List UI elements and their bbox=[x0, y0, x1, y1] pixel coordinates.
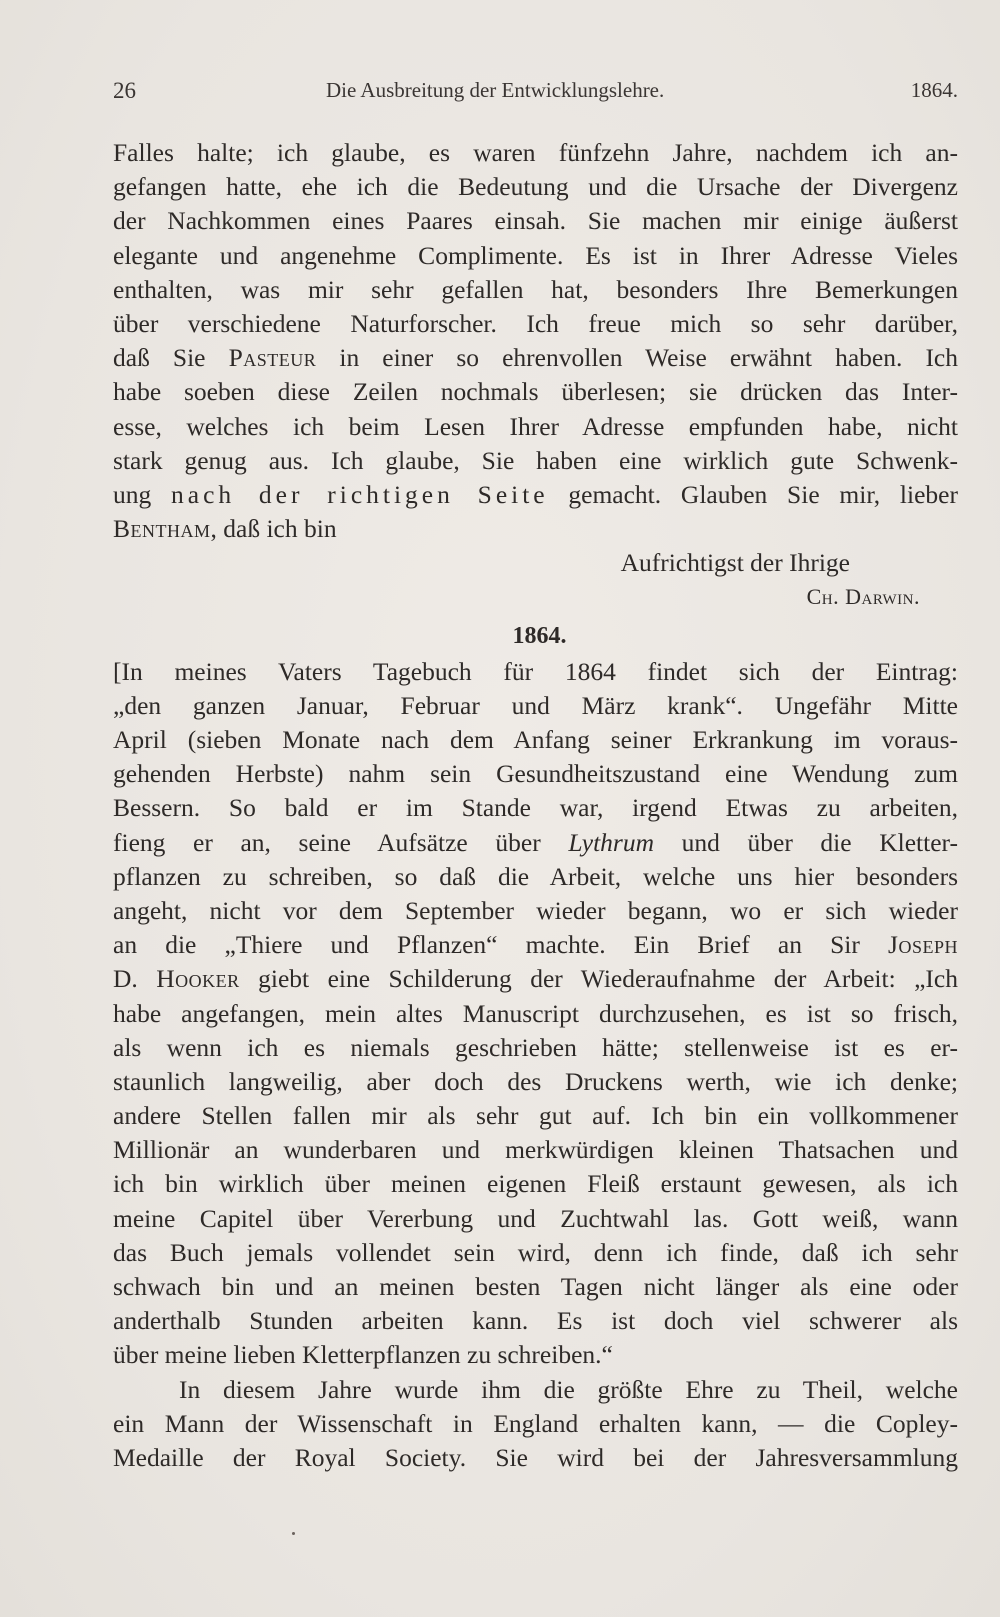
text-line bbox=[113, 478, 958, 512]
text-line bbox=[113, 928, 958, 962]
person-name-pasteur: Pasteur bbox=[228, 343, 317, 373]
text-line: enthalten, was mir sehr gefallen hat, besonders Ihre Bemerkungen bbox=[113, 274, 958, 304]
text-line: esse, welches ich beim Lesen Ihrer Adresse empfunden habe, nicht bbox=[113, 411, 958, 441]
text-line: ich bin wirklich über meinen eigenen Fleiß erstaunt gewesen, als ich bbox=[113, 1169, 958, 1199]
italic-term-lythrum: Lythrum bbox=[568, 827, 654, 857]
text-line: „den ganzen Januar, Februar und März krank“. Ungefähr Mitte bbox=[113, 690, 958, 720]
text-line: Medaille der Royal Society. Sie wird bei der Jahresversammlung bbox=[113, 1442, 958, 1472]
text-fragment: gemacht. Glauben Sie mir, lieber bbox=[548, 479, 958, 509]
text-line: andere Stellen fallen mir als sehr gut auf. Ich bin ein vollkommener bbox=[113, 1101, 958, 1131]
text-line: ein Mann der Wissenschaft in England erhalten kann, — die Copley- bbox=[113, 1408, 958, 1438]
text-fragment: und über die Kletter- bbox=[654, 827, 958, 857]
text-line: pflanzen zu schreiben, so daß die Arbeit, welche uns hier besonders bbox=[113, 861, 958, 891]
text-fragment: an die „Thiere und Pflanzen“ machte. Ein Brief an Sir bbox=[113, 930, 889, 960]
text-line: der Nachkommen eines Paares einsah. Sie machen mir einige äußerst bbox=[113, 206, 958, 236]
paragraph-first-line: In diesem Jahre wurde ihm die größte Ehre zu Theil, welche bbox=[179, 1374, 958, 1404]
letter-closing: Aufrichtigst der Ihrige bbox=[620, 548, 850, 578]
text-line: staunlich langweilig, aber doch des Druckens werth, wie ich denke; bbox=[113, 1066, 958, 1096]
person-name-hooker: Hooker bbox=[156, 964, 240, 994]
text-line: angeht, nicht vor dem September wieder begann, wo er sich wieder bbox=[113, 895, 958, 925]
section-heading: 1864. bbox=[512, 622, 567, 649]
text-fragment: ung bbox=[113, 479, 172, 509]
text-line: [In meines Vaters Tagebuch für 1864 findet sich der Eintrag: bbox=[113, 656, 958, 686]
text-line: schwach bin und an meinen besten Tagen nicht länger als eine oder bbox=[113, 1272, 958, 1301]
text-fragment: D. bbox=[113, 964, 157, 994]
text-line: habe soeben diese Zeilen nochmals überlesen; sie drücken das Inter- bbox=[113, 377, 958, 407]
text-line: habe angefangen, mein altes Manuscript durchzusehen, es ist so frisch, bbox=[113, 998, 958, 1028]
text-fragment: giebt eine Schilderung der Wiederaufnahme der Arbeit: „Ich bbox=[239, 964, 958, 994]
text-line bbox=[113, 962, 958, 996]
letter-signature: Ch. Darwin. bbox=[806, 584, 920, 610]
print-speck bbox=[292, 1532, 295, 1535]
text-fragment: fieng er an, seine Aufsätze über bbox=[113, 827, 569, 857]
text-line: über meine lieben Kletterpflanzen zu schreiben.“ bbox=[113, 1340, 613, 1370]
running-title: Die Ausbreitung der Entwicklungslehre. bbox=[326, 78, 665, 102]
text-line: gefangen hatte, ehe ich die Bedeutung und die Ursache der Divergenz bbox=[113, 172, 958, 202]
text-line bbox=[113, 341, 958, 375]
text-line: stark genug aus. Ich glaube, Sie haben eine wirklich gute Schwenk- bbox=[113, 445, 958, 475]
text-line: das Buch jemals vollendet sein wird, denn ich finde, daß ich sehr bbox=[113, 1237, 958, 1267]
text-line: Falles halte; ich glaube, es waren fünfzehn Jahre, nachdem ich an- bbox=[113, 138, 958, 167]
running-year: 1864. bbox=[910, 78, 958, 102]
running-head bbox=[113, 70, 958, 110]
body-text bbox=[113, 136, 958, 1475]
text-fragment: in einer so ehrenvollen Weise erwähnt haben. Ich bbox=[316, 343, 959, 373]
text-fragment: , daß ich bin bbox=[210, 514, 337, 544]
text-line bbox=[113, 826, 958, 860]
text-line bbox=[113, 512, 958, 546]
text-line: Bessern. So bald er im Stande war, irgend Etwas zu arbeiten, bbox=[113, 793, 958, 823]
text-line: Millionär an wunderbaren und merkwürdigen kleinen Thatsachen und bbox=[113, 1135, 958, 1165]
person-name-joseph: Joseph bbox=[888, 930, 958, 960]
spaced-emphasis: nach der richtigen Seite bbox=[171, 479, 549, 509]
text-fragment: daß Sie bbox=[113, 343, 229, 373]
text-line: elegante und angenehme Complimente. Es ist in Ihrer Adresse Vieles bbox=[113, 240, 958, 270]
person-name-bentham: Bentham bbox=[113, 514, 211, 544]
text-line: meine Capitel über Vererbung und Zuchtwahl las. Gott weiß, wann bbox=[113, 1203, 958, 1233]
text-line: als wenn ich es niemals geschrieben hätte; stellenweise ist es er- bbox=[113, 1032, 958, 1062]
text-line: gehenden Herbste) nahm sein Gesundheitszustand eine Wendung zum bbox=[113, 759, 958, 789]
text-line: über verschiedene Naturforscher. Ich freue mich so sehr darüber, bbox=[113, 308, 958, 338]
text-line: anderthalb Stunden arbeiten kann. Es ist doch viel schwerer als bbox=[113, 1306, 958, 1336]
text-line: April (sieben Monate nach dem Anfang seiner Erkrankung im voraus- bbox=[113, 725, 958, 754]
page-number: 26 bbox=[113, 78, 136, 103]
